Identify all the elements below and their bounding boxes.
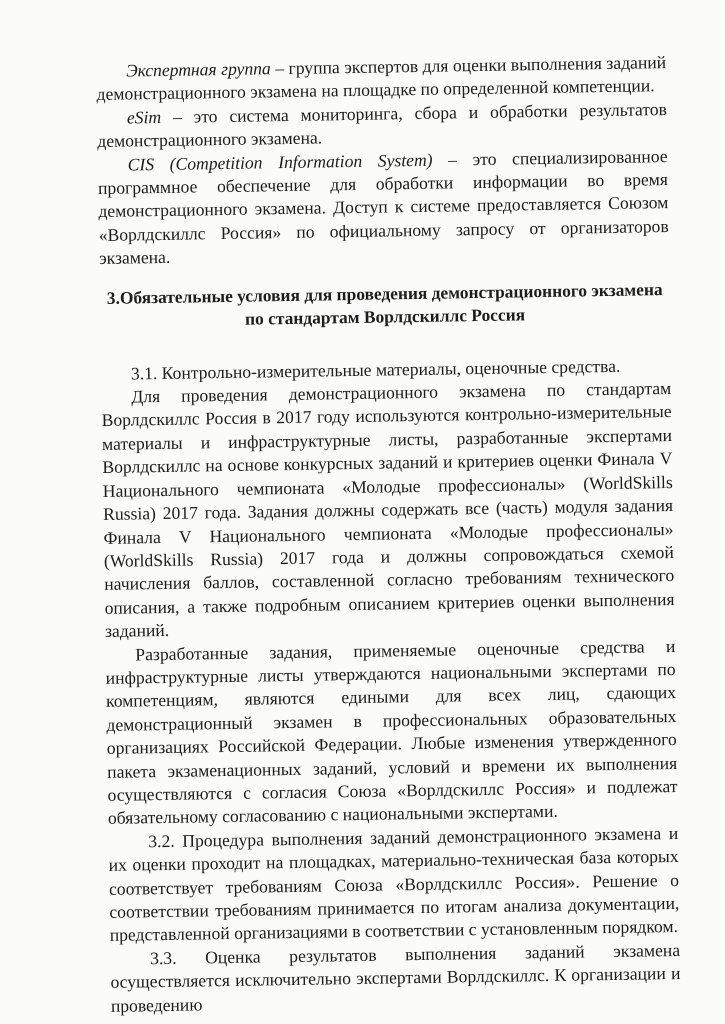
definition-term: eSim xyxy=(126,106,162,128)
paragraph-3-2: 3.2. Процедура выполнения заданий демонстрационного экзамена и их оценки проходит на площадках, материально-техническая база которых соответствует требованиям Союза «Ворлдскиллс Россия». Решение о соответствии требованиям принимается по итогам анализа документации, представленной организациями в соответствии с установленным порядком. xyxy=(108,822,680,946)
paragraph-3-3: 3.3. Оценка результатов выполнения заданий экзамена осуществляется исключительно экспертами Ворлдскиллс. К организации и проведению xyxy=(110,939,681,1016)
paragraph-approval: Разработанные задания, применяемые оценочные средства и инфраструктурные листы утверждаются национальными экспертами по компетенциям, являются едиными для всех лиц, сдающих демонстрационный экзамен в профессиональных образовательных организациях Российской Федерации. Любые изменения утвержденного пакета экзаменационных заданий, условий и времени их выполнения осуществляются с согласия Союза «Ворлдскиллс Россия» и подлежат обязательному согласованию с национальными экспертами. xyxy=(105,635,678,829)
definition-term: Экспертная группа xyxy=(126,58,271,81)
definition-text: – это система мониторинга, сбора и обработки результатов демонстрационного экзамена. xyxy=(97,98,667,152)
paragraph-3-1-title: 3.1. Контрольно-измерительные материалы, оценочные средства. xyxy=(130,355,621,384)
definition-text: – группа экспертов для оценки выполнения заданий демонстрационного экзамена на площадке по определенной компетенции. xyxy=(96,52,667,105)
definition-text: – это специализированное программное обеспечение для обработки информации во время демонстрационного экзамена. Доступ к системе предоставляется Союзом «Ворлдскиллс Россия» по официальному запросу от организаторов экзамена. xyxy=(97,145,669,269)
paragraph-kim-materials: Для проведения демонстрационного экзамена по стандартам Ворлдскиллс Россия в 2017 году используются контрольно-измерительные материалы и инфраструктурные листы, разработанные экспертами Ворлдскиллс на основе конкурсных заданий и критериев оценки Финала V Национального чемпионата «Молодые профессионалы» (WorldSkills Russia) 2017 года. Задания должны содержать все (часть) модуля задания Финала V Национального чемпионата «Молодые профессионалы» (WorldSkills Russia) 2017 года и должны сопровождаться схемой начисления баллов, составленной согласно требованиям технического описания, а также подробным описанием критериев оценки выполнения заданий. xyxy=(101,378,675,642)
definition-cis xyxy=(97,145,669,271)
definition-term: CIS (Competition Information System) xyxy=(127,149,433,175)
section-heading: 3.Обязательные условия для проведения демонстрационного экзамена по стандартам Ворлдскиллс Россия xyxy=(106,278,663,329)
page-content xyxy=(96,51,681,1018)
